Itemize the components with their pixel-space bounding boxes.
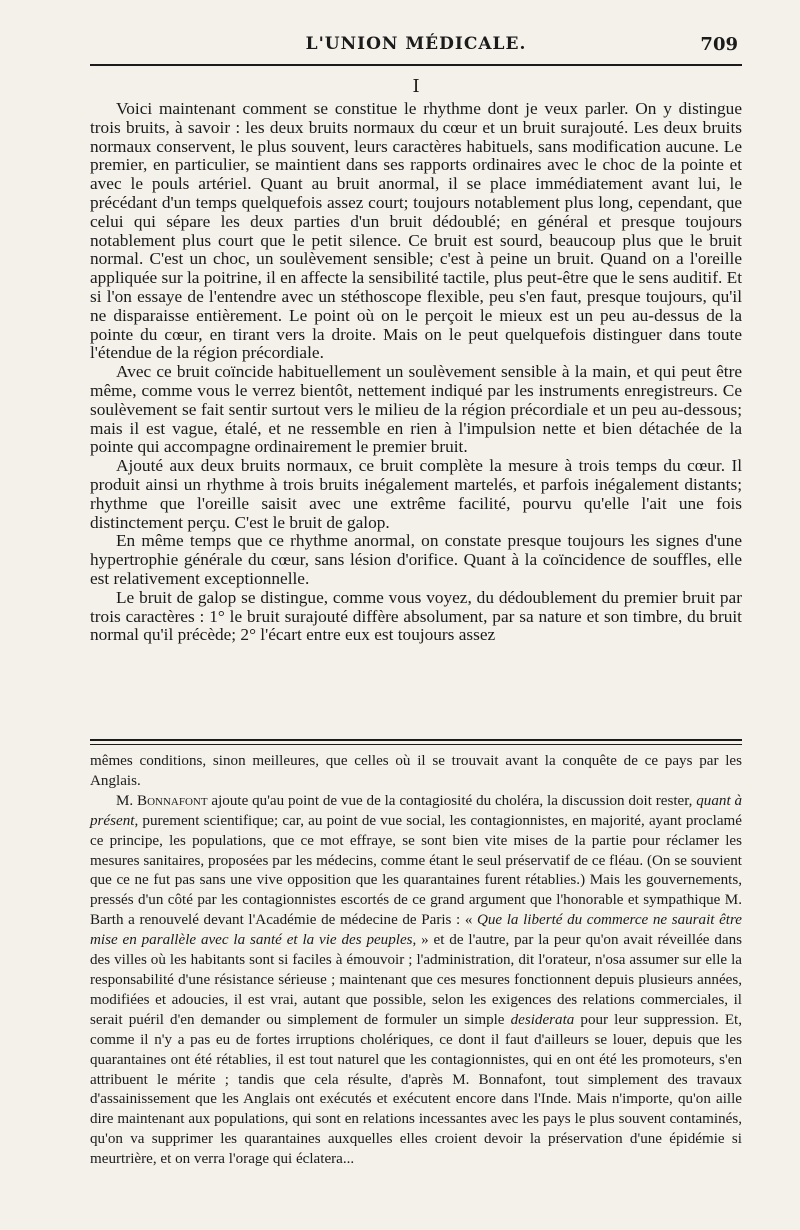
footnote-paragraph: mêmes conditions, sinon meilleures, que celles où il se trouvait avant la conquête de ce pays par les Anglais.: [90, 753, 742, 789]
footnote-text: pour leur suppression. Et, comme il n'y a pas eu de fortes irruptions cholériques, ce dont il faut d'ailleurs se louer, depuis que les quarantaines ont été rétablies, il est tout naturel que les contagionnistes, qui en ont été les promoteurs, s'en attribuent le mérite ; tandis que cela résulte, d'après M. Bonnafont, tout simplement des travaux d'assainissement que les Anglais ont exécutés et exécutent encore dans l'Inde. Mais n'importe, qu'on aille dire maintenant aux populations, qui sont en relations incessantes avec les pays le plus souvent contaminés, qu'on va supprimer les quarantaines auxquelles elles croient devoir la préservation d'une épidémie si meurtrière, et on verra l'orage qui éclatera...: [90, 1011, 743, 1168]
paragraph: En même temps que ce rhythme anormal, on constate presque toujours les signes d'une hypertrophie générale du cœur, sans lésion d'orifice. Quant à la coïncidence de souffles, elle est relativement exceptionnelle.: [90, 531, 742, 588]
footnote: [90, 752, 742, 1170]
section-numeral: I: [412, 76, 420, 97]
footnote-divider: [90, 739, 742, 745]
footnote-text: ajoute qu'au point de vue de la contagiosité du choléra, la discussion doit rester,: [207, 792, 697, 809]
author-name: M. Bonnafont: [116, 792, 208, 809]
paragraph: Voici maintenant comment se constitue le rhythme dont je veux parler. On y distingue trois bruits, à savoir : les deux bruits normaux du cœur et un bruit surajouté. Les deux bruits normaux conservent, le plus souvent, leurs caractères habituels, sans modification aucune. Le premier, en particulier, se maintient dans ses rapports ordinaires avec le choc de la pointe et avec le pouls artériel. Quant au bruit anormal, il se place immédiatement avant lui, le précédant d'un temps quelquefois assez court; toujours notablement plus long, cependant, que celui qui sépare les deux parties d'un bruit dédoublé; en général et presque toujours notablement plus court que le petit silence. Ce bruit est sourd, beaucoup plus que le bruit normal. C'est un choc, un soulèvement sensible; c'est à peine un bruit. Quand on a l'oreille appliquée sur la poitrine, il en affecte la sensibilité tactile, plus peut-être que le sens auditif. Et si l'on essaye de l'entendre avec un stéthoscope flexible, peu s'en faut, presque toujours, qu'il ne disparaisse entièrement. Le point où on le perçoit le mieux est un peu au-dessus de la pointe du cœur, en tirant vers la droite. Mais on le peut quelquefois distinguer dans toute l'étendue de la région précordiale.: [90, 99, 742, 363]
italic-phrase: quant à présent: [90, 792, 743, 829]
paragraph: Le bruit de galop se distingue, comme vous voyez, du dédoublement du premier bruit par trois caractères : 1° le bruit surajouté diffère absolument, par sa nature et son timbre, du bruit normal qu'il précède; 2° l'écart entre eux est toujours assez: [90, 587, 742, 645]
footnote-text: , » et de l'autre, par la peur qu'on avait réveillée dans des villes où les habitants sont si faciles à émouvoir ; l'administration, dit l'orateur, n'osa assumer sur elle la responsabilité d'une résistance sérieuse ; maintenant que ces mesures fonctionnent depuis plusieurs années, modifiées et adoucies, il est vrai, autant que possible, selon les exigences des relations commerciales, il serait puéril d'en demander ou simplement de formuler un simple: [90, 932, 742, 1028]
footnote-text: , purement scientifique; car, au point de vue social, les contagionnistes, en majorité, ayant proclamé ce principe, les populations, que ce mot effraye, se sont bien vite mises de la partie pour réclamer les mesures sanitaires, proposées par les médecins, comme étant le seul préservatif de ce fléau. (On se souvient que ce ne fut pas sans une vive opposition que les quarantaines furent rétablies.) Mais les gouvernements, pressés d'un côté par les contagionnistes escortés de ce grand argument que l'honorable et sympathique M. Barth a renouvelé devant l'Académie de médecine de Paris : «: [90, 812, 742, 929]
paragraph: Avec ce bruit coïncide habituellement un soulèvement sensible à la main, et qui peut être même, comme vous le verrez bientôt, nettement indiqué par les instruments enregistreurs. Ce soulèvement se fait sentir surtout vers le milieu de la région précordiale et un peu au-dessous; mais il est vague, étalé, et ne ressemble en rien à l'impulsion nette et bien détachée de la pointe qui accompagne ordinairement le premier bruit.: [90, 362, 742, 457]
main-text: [90, 100, 742, 645]
page-number: 709: [700, 34, 738, 55]
footnote-paragraph: [90, 792, 742, 1170]
italic-term: desiderata: [510, 1011, 575, 1028]
page-header: [90, 28, 742, 66]
running-title: L'UNION MÉDICALE.: [305, 34, 527, 54]
paragraph: Ajouté aux deux bruits normaux, ce bruit complète la mesure à trois temps du cœur. Il produit ainsi un rhythme à trois bruits inégalement martelés, et parfois inégalement distants; rhythme que l'oreille saisit avec une extrême facilité, pourvu qu'elle l'ait une fois distinctement perçu. C'est le bruit de galop.: [90, 456, 742, 532]
italic-quote: Que la liberté du commerce ne saurait être mise en parallèle avec la santé et la vie des peuples: [90, 912, 742, 949]
